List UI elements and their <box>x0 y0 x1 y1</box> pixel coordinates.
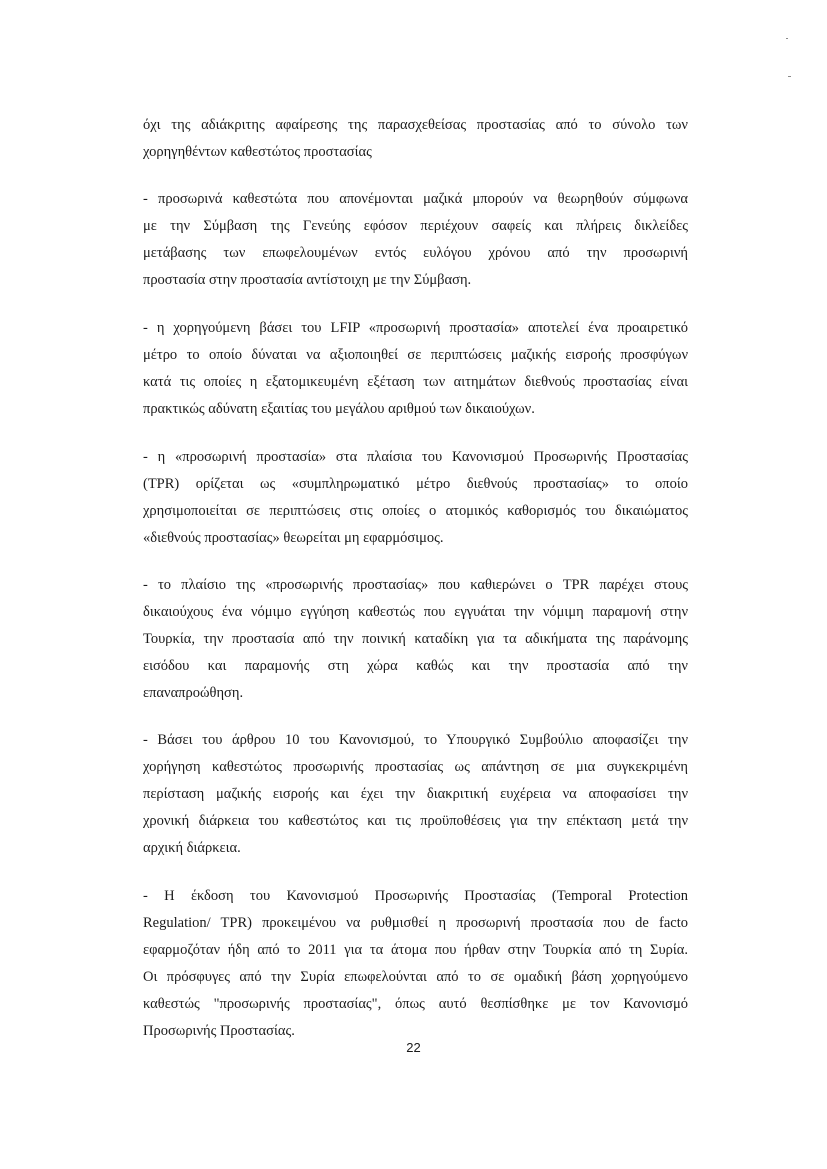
text-line: Οι πρόσφυγες από την Συρία επωφελούνται από το σε ομαδική βάση χορηγούμενο <box>143 969 688 985</box>
body-text <box>143 112 688 1045</box>
text-line: δικαιούχους ένα νόμιμο εγγύηση καθεστώς που εγγυάται την νόμιμη παραμονή στην <box>143 604 688 620</box>
text-line: Τουρκία, την προστασία από την ποινική καταδίκη για τα αδικήματα της παράνομης <box>143 631 688 647</box>
paragraph <box>143 444 688 552</box>
text-line: «διεθνούς προστασίας» θεωρείται μη εφαρμόσιμος. <box>143 530 444 546</box>
text-line: κατά τις οποίες η εξατομικευμένη εξέταση των αιτημάτων διεθνούς προστασίας είναι <box>143 374 688 390</box>
text-line: εισόδου και παραμονής στη χώρα καθώς και την προστασία από την <box>143 658 688 674</box>
text-line: (TPR) ορίζεται ως «συμπληρωματικό μέτρο διεθνούς προστασίας» το οποίο <box>143 476 688 492</box>
paragraph <box>143 883 688 1045</box>
paragraph <box>143 112 688 166</box>
paragraph <box>143 572 688 707</box>
text-line: χρονική διάρκεια του καθεστώτος και τις προϋποθέσεις για την επέκταση μετά την <box>143 813 688 829</box>
text-line: - Βάσει του άρθρου 10 του Κανονισμού, το Υπουργικό Συμβούλιο αποφασίζει την <box>143 732 688 748</box>
text-line: μέτρο το οποίο δύναται να αξιοποιηθεί σε περιπτώσεις μαζικής εισροής προσφύγων <box>143 347 688 363</box>
text-line: εφαρμοζόταν ήδη από το 2011 για τα άτομα που ήρθαν στην Τουρκία από τη Συρία. <box>143 942 688 958</box>
text-line: - Η έκδοση του Κανονισμού Προσωρινής Προστασίας (Temporal Protection <box>143 888 688 904</box>
paragraph <box>143 315 688 423</box>
text-line: με την Σύμβαση της Γενεύης εφόσον περιέχουν σαφείς και πλήρεις δικλείδες <box>143 218 688 234</box>
text-line: Προσωρινής Προστασίας. <box>143 1023 295 1039</box>
scan-speck <box>788 76 791 77</box>
text-line: μετάβασης των επωφελουμένων εντός ευλόγου χρόνου από την προσωρινή <box>143 245 688 261</box>
text-line: αρχική διάρκεια. <box>143 840 241 856</box>
paragraph <box>143 727 688 862</box>
text-line: - η «προσωρινή προστασία» στα πλαίσια του Κανονισμού Προσωρινής Προστασίας <box>143 449 688 465</box>
text-line: - προσωρινά καθεστώτα που απονέμονται μαζικά μπορούν να θεωρηθούν σύμφωνα <box>143 191 688 207</box>
scan-speck <box>786 38 788 39</box>
text-line: καθεστώς "προσωρινής προστασίας", όπως αυτό θεσπίσθηκε με τον Κανονισμό <box>143 996 688 1012</box>
text-line: επαναπροώθηση. <box>143 685 244 701</box>
text-line: προστασία στην προστασία αντίστοιχη με την Σύμβαση. <box>143 272 472 288</box>
text-line: όχι της αδιάκριτης αφαίρεσης της παρασχεθείσας προστασίας από το σύνολο των <box>143 117 688 133</box>
text-line: Regulation/ TPR) προκειμένου να ρυθμισθεί η προσωρινή προστασία που de facto <box>143 915 688 931</box>
page-number: 22 <box>406 1040 421 1055</box>
text-line: - το πλαίσιο της «προσωρινής προστασίας» που καθιερώνει ο TPR παρέχει στους <box>143 577 688 593</box>
text-line: πρακτικώς αδύνατη εξαιτίας του μεγάλου αριθμού των δικαιούχων. <box>143 401 535 417</box>
text-line: περίσταση μαζικής εισροής και έχει την διακριτική ευχέρεια να αποφασίσει την <box>143 786 688 802</box>
text-line: - η χορηγούμενη βάσει του LFIP «προσωρινή προστασία» αποτελεί ένα προαιρετικό <box>143 320 688 336</box>
paragraph <box>143 186 688 294</box>
text-line: χορήγηση καθεστώτος προσωρινής προστασίας ως απάντηση σε μια συγκεκριμένη <box>143 759 688 775</box>
text-line: χορηγηθέντων καθεστώτος προστασίας <box>143 144 372 160</box>
text-line: χρησιμοποιείται σε περιπτώσεις στις οποίες ο ατομικός καθορισμός του δικαιώματος <box>143 503 688 519</box>
